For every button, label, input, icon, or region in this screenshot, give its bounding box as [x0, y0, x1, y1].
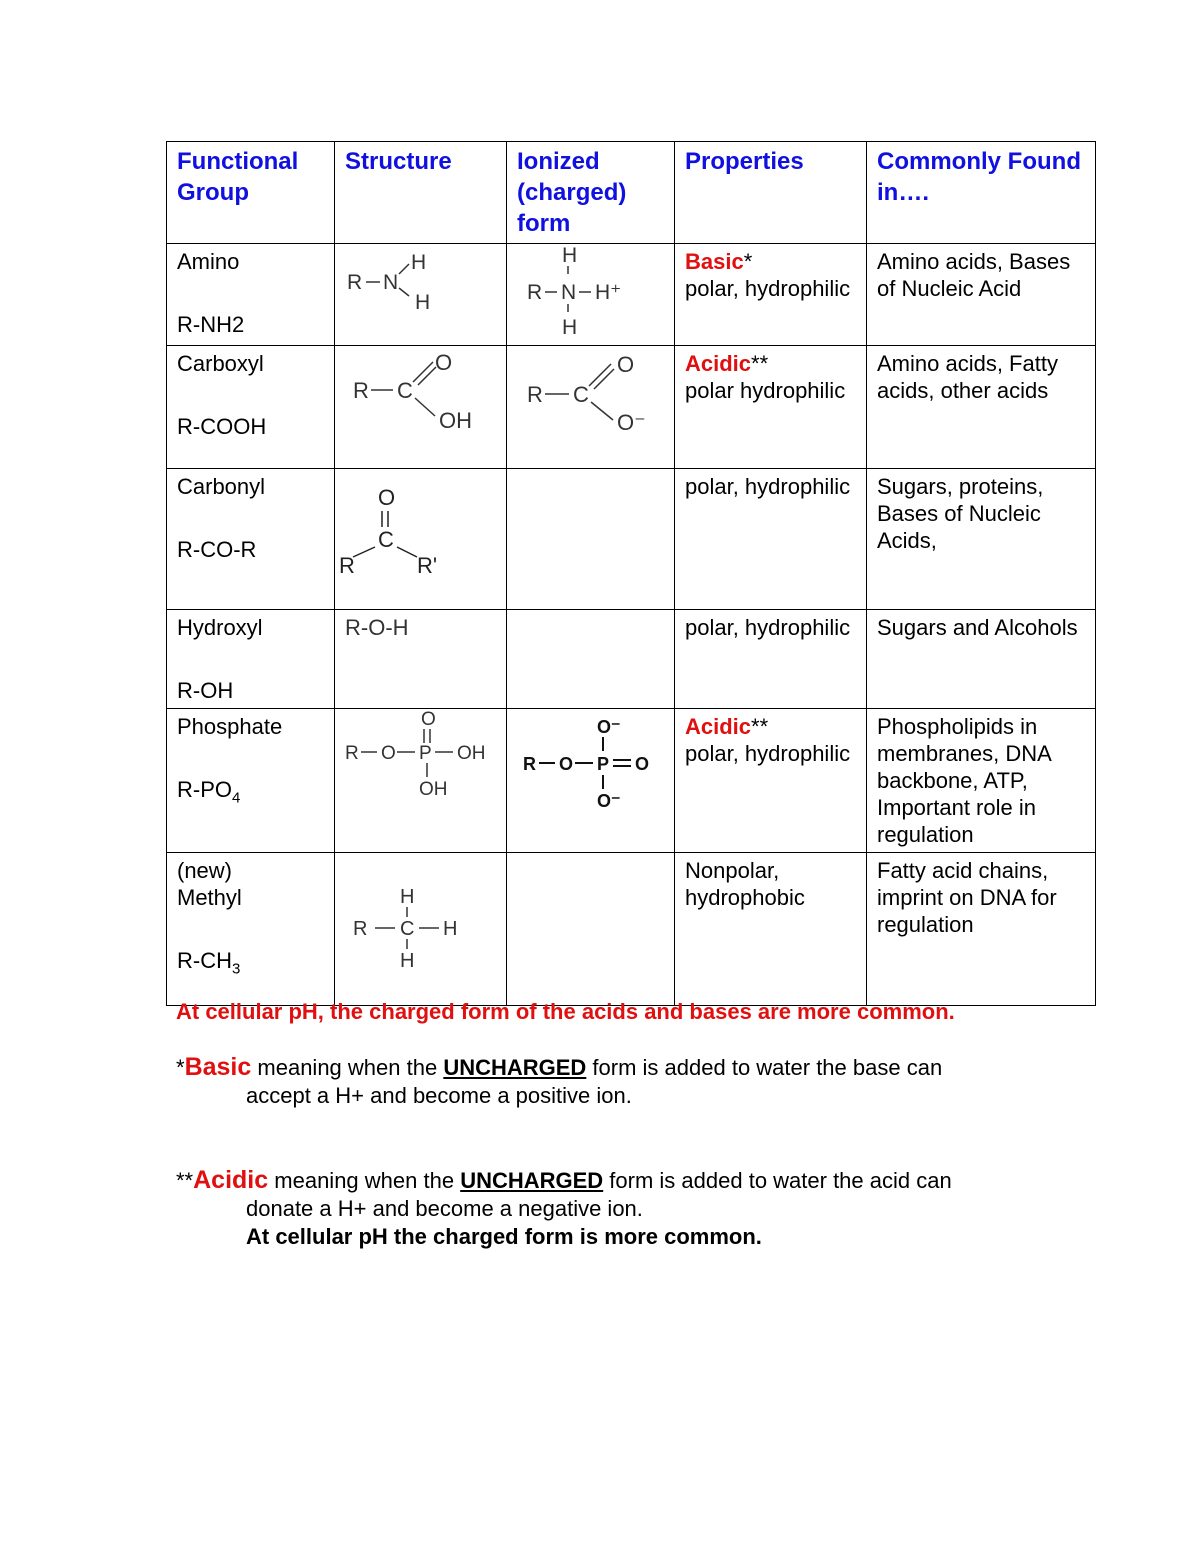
- uncharged-term: UNCHARGED: [443, 1055, 587, 1080]
- group-name-prefix: (new): [177, 858, 233, 883]
- atom-label: C: [573, 382, 589, 407]
- atom-label: O: [559, 754, 574, 774]
- header-properties: Properties: [675, 142, 867, 244]
- row-carbonyl: [167, 469, 1096, 610]
- atom-label: C: [397, 378, 413, 403]
- atom-label: H: [443, 918, 458, 940]
- atom-label: OH: [419, 779, 448, 800]
- property-mark: **: [751, 351, 769, 376]
- phosphate-structure: [335, 709, 505, 843]
- property-label: Acidic: [685, 351, 752, 376]
- group-cell: [167, 346, 335, 469]
- structure-cell: [335, 244, 507, 346]
- group-name: Hydroxyl: [177, 615, 263, 640]
- row-phosphate: [167, 709, 1096, 853]
- ionized-cell: [507, 469, 675, 610]
- header-row: [167, 142, 1096, 244]
- structure-cell: [335, 853, 507, 1006]
- atom-label: R: [527, 382, 543, 407]
- atom-label: C: [400, 918, 415, 940]
- atom-label: OH: [457, 743, 486, 764]
- property-text: polar, hydrophilic: [685, 276, 851, 301]
- group-name: Phosphate: [177, 714, 283, 739]
- properties-cell: Nonpolar, hydrophobic: [675, 853, 867, 1006]
- ionized-cell: [507, 610, 675, 709]
- atom-label: P: [597, 754, 610, 774]
- ionized-cell: [507, 709, 675, 853]
- group-name: Carboxyl: [177, 351, 264, 376]
- atom-label: R': [417, 553, 438, 578]
- group-cell: [167, 244, 335, 346]
- properties-cell: polar, hydrophilic: [675, 610, 867, 709]
- acidic-definition: **Acidic meaning when the UNCHARGED form is added to water the acid can donate a H+ and become a negative ion. At cellular pH the charged form is more common.: [176, 1166, 952, 1249]
- atom-label: H: [411, 251, 427, 274]
- property-text: polar hydrophilic: [685, 378, 846, 403]
- group-name: Amino: [177, 249, 240, 274]
- group-cell: [167, 610, 335, 709]
- amino-ionized-structure: [507, 244, 673, 339]
- found-in-cell: Sugars and Alcohols: [867, 610, 1096, 709]
- properties-cell: polar, hydrophilic: [675, 469, 867, 610]
- found-in-cell: Phospholipids in membranes, DNA backbone, ATP, Important role in regulation: [867, 709, 1096, 853]
- atom-label: H: [415, 291, 431, 314]
- atom-label: O: [617, 352, 635, 377]
- atom-label: H: [562, 244, 578, 267]
- atom-label: R: [353, 918, 368, 940]
- group-cell: [167, 853, 335, 1006]
- atom-label: P: [419, 743, 432, 764]
- atom-label: R: [347, 271, 363, 294]
- atom-label: O⁻: [617, 410, 646, 435]
- group-formula: R-OH: [177, 678, 234, 703]
- group-name: Carbonyl: [177, 474, 266, 499]
- atom-label: O: [381, 743, 396, 764]
- header-structure: Structure: [335, 142, 507, 244]
- group-cell: [167, 469, 335, 610]
- amino-structure: [335, 244, 505, 339]
- found-in-cell: Amino acids, Bases of Nucleic Acid: [867, 244, 1096, 346]
- found-in-cell: Amino acids, Fatty acids, other acids: [867, 346, 1096, 469]
- atom-label: H: [400, 950, 415, 972]
- atom-label: OH: [439, 408, 472, 433]
- properties-cell: [675, 709, 867, 853]
- row-methyl: [167, 853, 1096, 1006]
- group-name: Methyl: [177, 885, 242, 910]
- methyl-structure: [335, 853, 505, 999]
- row-amino: [167, 244, 1096, 346]
- header-ionized-form: Ionized (charged) form: [507, 142, 675, 244]
- phosphate-ionized-structure: [507, 709, 673, 843]
- structure-cell: [335, 709, 507, 853]
- atom-label: N: [561, 281, 577, 304]
- header-functional-group: Functional Group: [167, 142, 335, 244]
- atom-label: R: [527, 281, 543, 304]
- found-in-cell: Sugars, proteins, Bases of Nucleic Acids,: [867, 469, 1096, 610]
- carbonyl-structure: [335, 469, 505, 603]
- property-text: polar, hydrophilic: [685, 741, 851, 766]
- atom-label: R: [345, 743, 359, 764]
- property-mark: *: [743, 249, 753, 274]
- atom-label: N: [383, 271, 399, 294]
- group-formula: R-COOH: [177, 414, 267, 439]
- atom-label: O: [635, 754, 650, 774]
- group-formula: $R-CH_3$: [177, 948, 241, 978]
- atom-label: O⁻: [597, 717, 621, 737]
- acidic-term: Acidic: [193, 1166, 269, 1194]
- atom-label: H: [400, 886, 415, 908]
- carboxyl-structure: [335, 346, 505, 462]
- found-in-cell: Fatty acid chains, imprint on DNA for regulation: [867, 853, 1096, 1006]
- atom-label: H: [562, 316, 578, 339]
- atom-label: R: [523, 754, 536, 774]
- carboxyl-ionized-structure: [507, 346, 673, 462]
- basic-definition: *Basic meaning when the UNCHARGED form is added to water the base can accept a H+ and become a positive ion.: [176, 1053, 943, 1108]
- functional-groups-table: [166, 141, 1096, 1006]
- group-formula: $R-PO_4$: [177, 777, 241, 807]
- atom-label: R: [339, 553, 355, 578]
- property-label: Basic: [685, 249, 744, 274]
- header-found-in: Commonly Found in….: [867, 142, 1096, 244]
- structure-cell: [335, 346, 507, 469]
- atom-label: C: [378, 527, 394, 552]
- row-carboxyl: [167, 346, 1096, 469]
- cellular-ph-note: At cellular pH, the charged form of the acids and bases are more common.: [176, 999, 955, 1024]
- ionized-cell: [507, 853, 675, 1006]
- atom-label: O: [435, 350, 453, 375]
- ionized-cell: [507, 346, 675, 469]
- group-cell: [167, 709, 335, 853]
- group-formula: R-CO-R: [177, 537, 257, 562]
- atom-label: O⁻: [597, 791, 621, 811]
- uncharged-term: UNCHARGED: [460, 1168, 604, 1193]
- atom-label: H⁺: [595, 281, 622, 304]
- property-label: Acidic: [685, 714, 752, 739]
- property-mark: **: [751, 714, 769, 739]
- atom-label: O: [378, 485, 396, 510]
- atom-label: O: [421, 709, 436, 730]
- group-formula: R-NH2: [177, 312, 245, 337]
- properties-cell: [675, 346, 867, 469]
- ionized-cell: [507, 244, 675, 346]
- basic-term: Basic: [184, 1053, 252, 1081]
- properties-cell: [675, 244, 867, 346]
- structure-cell: [335, 469, 507, 610]
- row-hydroxyl: [167, 610, 1096, 709]
- atom-label: R: [353, 378, 369, 403]
- structure-cell: R-O-H: [335, 610, 507, 709]
